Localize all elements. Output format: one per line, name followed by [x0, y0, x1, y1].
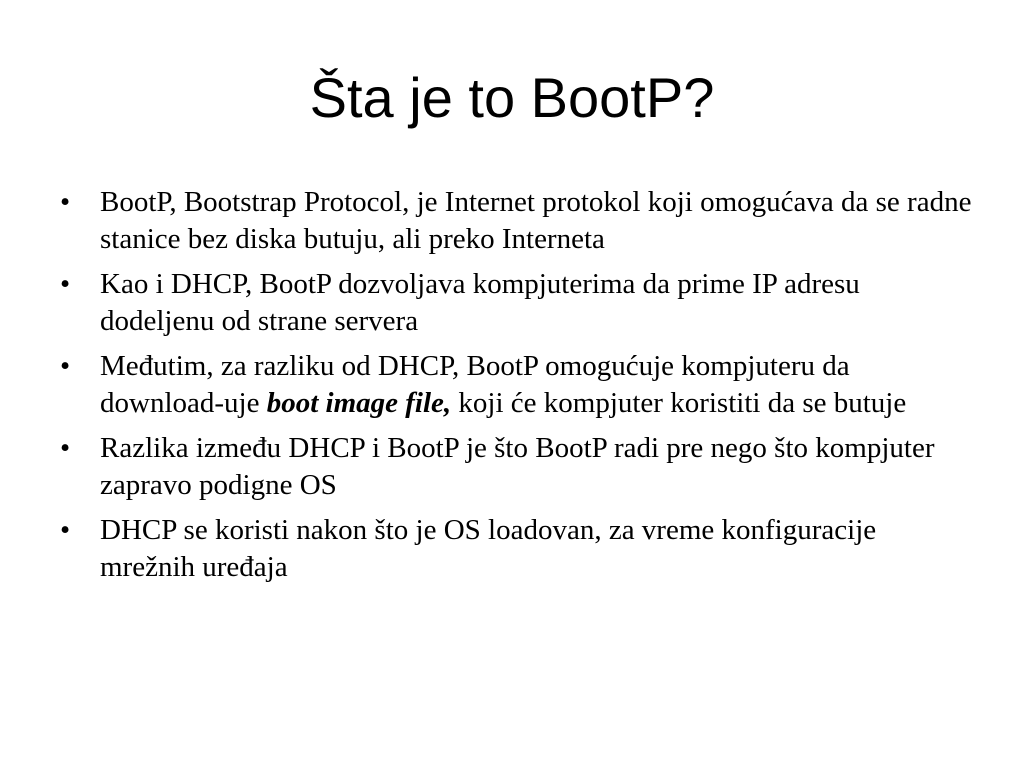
bullet-marker: •	[60, 268, 71, 300]
bullet-marker: •	[60, 514, 71, 546]
bullet-marker: •	[60, 186, 71, 218]
bullet-text: Kao i DHCP, BootP dozvoljava kompjuterima da prime IP adresu dodeljenu od strane servera	[100, 268, 860, 337]
bullet-marker: •	[60, 432, 71, 464]
bullet-marker: •	[60, 350, 71, 382]
bullet-emphasis: boot image file,	[266, 387, 452, 419]
slide-title: Šta je to BootP?	[309, 66, 715, 129]
bullet-item-boot-image	[56, 348, 976, 422]
bullet-text-before: Međutim, za razliku od DHCP, BootP omogućuje kompjuteru da download-uje	[100, 350, 850, 419]
bullet-item-ip-address	[56, 266, 976, 340]
bullet-text-after: koji će kompjuter koristiti da se butuje	[451, 387, 907, 419]
bullet-item-dhcp-usage	[56, 512, 976, 586]
bullet-text: DHCP se koristi nakon što je OS loadovan, za vreme konfiguracije mrežnih uređaja	[100, 514, 877, 583]
bullet-item-bootp-definition	[56, 184, 976, 258]
bullet-list	[56, 184, 976, 594]
bullet-text: BootP, Bootstrap Protocol, je Internet protokol koji omogućava da se radne stanice bez diska butuju, ali preko Interneta	[100, 186, 972, 255]
bullet-item-difference	[56, 430, 976, 504]
bullet-text: Razlika između DHCP i BootP je što BootP radi pre nego što kompjuter zapravo podigne OS	[100, 432, 935, 501]
